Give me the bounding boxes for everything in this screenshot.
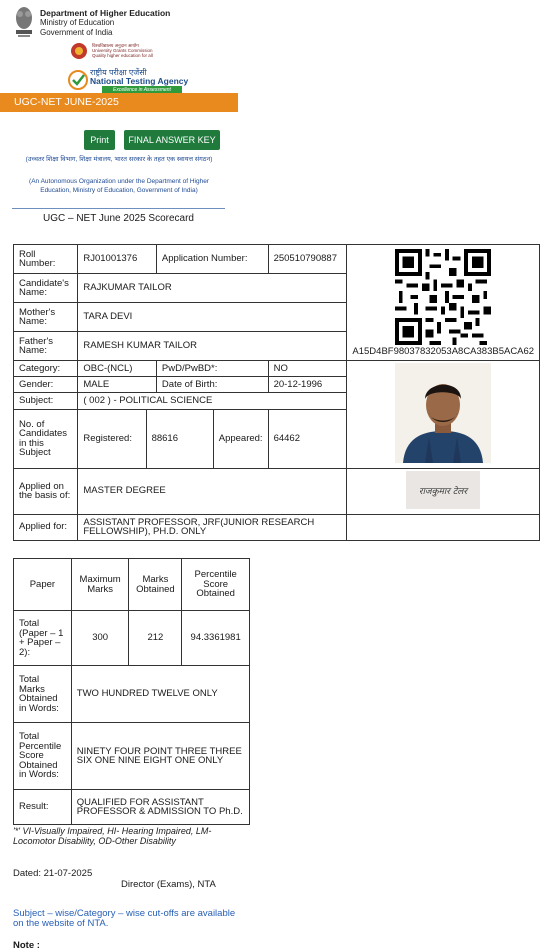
category-label: Category: <box>14 361 78 377</box>
government-name: Government of India <box>40 28 113 37</box>
father-label: Father's Name: <box>14 332 78 361</box>
director-text: Director (Exams), NTA <box>121 879 216 890</box>
note-label: Note : <box>13 940 40 951</box>
gender-label: Gender: <box>14 377 78 393</box>
ministry-text <box>40 8 170 38</box>
gender-value: MALE <box>78 377 157 393</box>
result-value: QUALIFIED FOR ASSISTANT PROFESSOR & ADMISSION TO Ph.D. <box>71 790 249 825</box>
words-value: TWO HUNDRED TWELVE ONLY <box>71 666 249 723</box>
print-button[interactable]: Print <box>84 130 115 150</box>
disability-footnote: '*' VI-Visually Impaired, HI- Hearing Impaired, LM-Locomotor Disability, OD-Other Disability <box>13 826 212 846</box>
nta-english: National Testing Agency <box>90 76 189 86</box>
cutoff-link[interactable]: Subject – wise/Category – wise cut-offs are available on the website of NTA. <box>13 908 236 929</box>
app-label: Application Number: <box>156 245 268 274</box>
pwd-value: NO <box>268 361 347 377</box>
dob-value: 20-12-1996 <box>268 377 347 393</box>
appeared-label: Appeared: <box>213 409 268 468</box>
nta-text <box>90 68 188 86</box>
mother-value: TARA DEVI <box>78 303 347 332</box>
subject-value: ( 002 ) - POLITICAL SCIENCE <box>78 393 347 409</box>
ugc-text <box>92 43 153 59</box>
pwd-label: PwD/PwBD*: <box>156 361 268 377</box>
exam-banner: UGC-NET JUNE-2025 <box>0 93 238 112</box>
photo-cell <box>347 361 540 469</box>
applied-for-label: Applied for: <box>14 514 78 540</box>
app-value: 250510790887 <box>268 245 347 274</box>
subject-label: Subject: <box>14 393 78 409</box>
result-label: Result: <box>14 790 72 825</box>
appeared-value: 64462 <box>268 409 347 468</box>
national-emblem-icon <box>12 4 36 40</box>
signature-cell <box>347 468 540 514</box>
qr-code-text: A15D4BF98037832053A8CA383B5ACA62 <box>352 346 535 357</box>
registered-value: 88616 <box>146 409 213 468</box>
pct-words-value: NINETY FOUR POINT THREE THREE SIX ONE NINE EIGHT ONE ONLY <box>71 723 249 790</box>
words-label: Total Marks Obtained in Words: <box>14 666 72 723</box>
marks-table <box>13 558 250 825</box>
col-max-marks: Maximum Marks <box>71 559 129 611</box>
autonomous-english: (An Autonomous Organization under the Department of Higher Education, Ministry of Education, Government of India) <box>29 178 209 194</box>
pct-words-label: Total Percentile Score Obtained in Words: <box>14 723 72 790</box>
signature-image <box>406 471 480 509</box>
candidates-count-label: No. of Candidates in this Subject <box>14 409 78 468</box>
basis-label: Applied on the basis of: <box>14 468 78 514</box>
roll-label: Roll Number: <box>14 245 78 274</box>
total-row-label: Total (Paper – 1 + Paper – 2): <box>14 611 72 666</box>
candidate-photo <box>395 363 491 463</box>
qr-cell <box>347 245 540 361</box>
name-value: RAJKUMAR TAILOR <box>78 274 347 303</box>
percentile-value: 94.3361981 <box>182 611 250 666</box>
ugc-tagline: Quality higher education for all <box>92 53 153 59</box>
col-paper: Paper <box>14 559 72 611</box>
ugc-logo-icon <box>70 42 88 60</box>
signature-text: राजकुमार टेलर <box>419 486 468 497</box>
divider <box>12 208 225 209</box>
col-percentile: Percentile Score Obtained <box>182 559 250 611</box>
page-title: UGC – NET June 2025 Scorecard <box>42 213 194 224</box>
empty-cell <box>347 514 540 540</box>
roll-value: RJ01001376 <box>78 245 157 274</box>
autonomous-hindi: (उच्चतर शिक्षा विभाग, शिक्षा मंत्रालय, भारत सरकार के तहत एक स्वायत्त संगठन) <box>25 156 213 163</box>
dob-label: Date of Birth: <box>156 377 268 393</box>
mother-label: Mother's Name: <box>14 303 78 332</box>
col-marks-obtained: Marks Obtained <box>129 559 182 611</box>
dated-text: Dated: 21-07-2025 <box>13 868 93 879</box>
category-value: OBC-(NCL) <box>78 361 157 377</box>
nta-logo-icon <box>68 70 88 90</box>
final-answer-key-button[interactable]: FINAL ANSWER KEY <box>124 130 220 150</box>
dept-name: Department of Higher Education <box>40 8 171 18</box>
candidate-table <box>13 244 540 541</box>
applied-for-value: ASSISTANT PROFESSOR, JRF(JUNIOR RESEARCH FELLOWSHIP), PH.D. ONLY <box>78 514 347 540</box>
nta-tagline: Excellence in Assessment <box>102 86 182 94</box>
ugc-english: University Grants Commission <box>92 48 153 54</box>
registered-label: Registered: <box>78 409 146 468</box>
ministry-name: Ministry of Education <box>40 18 115 27</box>
nta-hindi: राष्ट्रीय परीक्षा एजेंसी <box>90 68 147 77</box>
qr-code-icon <box>392 249 494 345</box>
basis-value: MASTER DEGREE <box>78 468 347 514</box>
max-marks-value: 300 <box>71 611 129 666</box>
marks-obtained-value: 212 <box>129 611 182 666</box>
ugc-hindi: विश्वविद्यालय अनुदान आयोग <box>92 43 139 48</box>
name-label: Candidate's Name: <box>14 274 78 303</box>
father-value: RAMESH KUMAR TAILOR <box>78 332 347 361</box>
